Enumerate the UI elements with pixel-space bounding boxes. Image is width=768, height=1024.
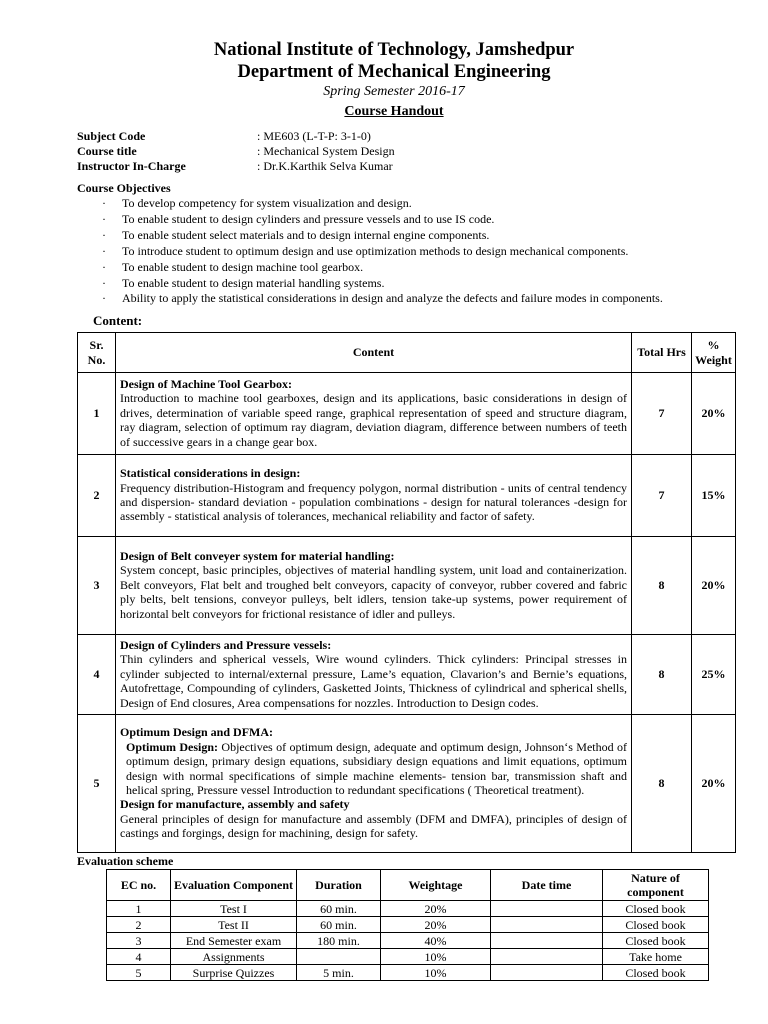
content-table	[77, 332, 736, 853]
objective-text: To enable student select materials and to design internal engine components.	[122, 227, 490, 242]
list-item	[96, 196, 663, 212]
unit-title: Design of Belt conveyer system for material handling:	[120, 548, 395, 563]
subsection-text: General principles of design for manufacture and assembly (DFM and DMFA), principles of design of castings and forgings, design for machining, design for safety.	[120, 811, 627, 841]
info-value: : ME603 (L-T-P: 3-1-0)	[257, 129, 371, 143]
bullet-icon: ·	[102, 291, 106, 306]
date-cell	[491, 901, 603, 917]
ec-cell: 5	[107, 965, 171, 981]
bullet-icon: ·	[102, 196, 106, 210]
header-weight: % Weight	[692, 333, 736, 373]
header-sr-no: Sr. No.	[78, 333, 116, 373]
duration-cell: 60 min.	[297, 917, 381, 933]
list-item	[96, 276, 663, 292]
objective-text: Ability to apply the statistical considerations in design and analyze the defects and failure modes in components.	[122, 291, 663, 306]
header-nature: Nature of component	[603, 870, 709, 901]
sr-no-cell: 2	[78, 455, 116, 537]
document-title: Course Handout	[344, 104, 444, 119]
table-row	[78, 635, 736, 715]
sr-no-cell: 4	[78, 635, 116, 715]
hrs-cell: 8	[632, 715, 692, 853]
table-header-row	[78, 333, 736, 373]
list-item	[96, 291, 663, 307]
ec-cell: 2	[107, 917, 171, 933]
info-label: Course title	[77, 144, 137, 158]
nature-cell: Take home	[603, 949, 709, 965]
content-heading: Content:	[93, 313, 143, 328]
component-cell: Test II	[171, 917, 297, 933]
bullet-icon: ·	[102, 275, 106, 290]
nature-cell: Closed book	[603, 933, 709, 949]
bullet-icon: ·	[102, 259, 106, 274]
table-header-row	[107, 870, 709, 901]
weight-cell: 25%	[692, 635, 736, 715]
table-row	[107, 917, 709, 933]
duration-cell	[297, 949, 381, 965]
list-item	[96, 212, 663, 228]
unit-title: Design of Cylinders and Pressure vessels:	[120, 637, 332, 652]
weight-cell: 20%	[692, 715, 736, 853]
subsection-title: Optimum Design:	[126, 739, 219, 754]
list-item	[96, 244, 663, 260]
unit-description: System concept, basic principles, objectives of material handling system, unit load and containerization. Belt conveyors, Flat belt and troughed belt conveyors, capacity of conveyor, rubber covered and fabric ply belts, belt tensions, conveyor pulleys, belt idlers, tension take-up systems, power requirement of horizontal belt conveyors for frictional resistance of idler and pulleys.	[120, 563, 627, 621]
list-item	[96, 260, 663, 276]
subsection-text: Objectives of optimum design, adequate and optimum design, Johnson‘s Method of optimum design, primary design equations, subsidiary design equations and limit equations, optimum design with normal specifications of simple machine elements- tension bar, transmission shaft and helical spring, Pressure vessel Introduction to redundant specifications ( Theoretical treatment).	[126, 739, 627, 797]
component-cell: Surprise Quizzes	[171, 965, 297, 981]
sr-no-cell: 1	[78, 373, 116, 455]
table-row	[78, 537, 736, 635]
nature-cell: Closed book	[603, 901, 709, 917]
table-row	[78, 373, 736, 455]
component-cell: Assignments	[171, 949, 297, 965]
header-ec-no: EC no.	[107, 870, 171, 901]
hrs-cell: 7	[632, 373, 692, 455]
unit-description: Thin cylinders and spherical vessels, Wire wound cylinders. Thick cylinders: Principal stresses in cylinder subjected to internal/external pressure, Lame’s equation, Clavarion’s and Bernie’s equations, Autofrettage, Compounding of cylinders, Gasketted Joints, Thickness of cylindrical and spherical shells, Design of End closures, Area compensations for nozzles. Introduction to Design codes.	[120, 652, 627, 710]
nature-cell: Closed book	[603, 917, 709, 933]
hrs-cell: 8	[632, 635, 692, 715]
table-row	[78, 715, 736, 853]
unit-title: Statistical considerations in design:	[120, 466, 301, 481]
weightage-cell: 20%	[381, 917, 491, 933]
ec-cell: 4	[107, 949, 171, 965]
unit-description: Introduction to machine tool gearboxes, design and its applications, basic considerations in design of drives, determination of variable speed range, graphical representation of speed and structure diagram, ray diagram, selection of optimum ray diagram, deviation diagram, difference between numbers of teeth of successive gears in a change gear box.	[120, 391, 627, 449]
weightage-cell: 10%	[381, 965, 491, 981]
weightage-cell: 20%	[381, 901, 491, 917]
weightage-cell: 40%	[381, 933, 491, 949]
hrs-cell: 7	[632, 455, 692, 537]
evaluation-table	[106, 869, 709, 981]
duration-cell: 5 min.	[297, 965, 381, 981]
unit-title: Optimum Design and DFMA:	[120, 725, 274, 740]
content-cell	[116, 715, 632, 853]
header-evaluation-component: Evaluation Component	[171, 870, 297, 901]
objectives-heading: Course Objectives	[77, 181, 171, 195]
table-row	[107, 933, 709, 949]
objective-text: To enable student to design cylinders and pressure vessels and to use IS code.	[122, 211, 495, 226]
component-cell: End Semester exam	[171, 933, 297, 949]
ec-cell: 1	[107, 901, 171, 917]
table-row	[78, 455, 736, 537]
unit-description	[120, 740, 627, 798]
objective-text: To enable student to design machine tool gearbox.	[122, 259, 364, 274]
content-cell	[116, 635, 632, 715]
weight-cell: 20%	[692, 373, 736, 455]
semester-label: Spring Semester 2016-17	[323, 84, 465, 99]
header-date-time: Date time	[491, 870, 603, 901]
header-weightage: Weightage	[381, 870, 491, 901]
info-value: : Dr.K.Karthik Selva Kumar	[257, 159, 393, 173]
ec-cell: 3	[107, 933, 171, 949]
content-cell	[116, 455, 632, 537]
bullet-icon: ·	[102, 243, 106, 258]
date-cell	[491, 917, 603, 933]
header-content: Content	[116, 333, 632, 373]
duration-cell: 180 min.	[297, 933, 381, 949]
content-cell	[116, 537, 632, 635]
table-row	[107, 949, 709, 965]
list-item	[96, 228, 663, 244]
unit-description: Frequency distribution-Histogram and frequency polygon, normal distribution - units of central tendency and dispersion- standard deviation - population combinations - design for natural tolerances -design for assembly - statistical analysis of tolerances, mechanical reliability and factor of safety.	[120, 480, 627, 524]
content-cell	[116, 373, 632, 455]
duration-cell: 60 min.	[297, 901, 381, 917]
component-cell: Test I	[171, 901, 297, 917]
objective-text: To enable student to design material handling systems.	[122, 275, 385, 290]
bullet-icon: ·	[102, 227, 106, 242]
table-row	[107, 901, 709, 917]
table-row	[107, 965, 709, 981]
sr-no-cell: 3	[78, 537, 116, 635]
date-cell	[491, 965, 603, 981]
info-label: Instructor In-Charge	[77, 159, 186, 173]
weightage-cell: 10%	[381, 949, 491, 965]
objective-text: To develop competency for system visualization and design.	[122, 196, 412, 210]
date-cell	[491, 933, 603, 949]
subsection-title: Design for manufacture, assembly and safety	[120, 797, 350, 812]
hrs-cell: 8	[632, 537, 692, 635]
header-duration: Duration	[297, 870, 381, 901]
unit-title: Design of Machine Tool Gearbox:	[120, 376, 293, 391]
objectives-list	[96, 196, 663, 307]
institute-title: National Institute of Technology, Jamshedpur	[213, 40, 575, 60]
weight-cell: 15%	[692, 455, 736, 537]
objective-text: To introduce student to optimum design and use optimization methods to design mechanical components.	[122, 243, 629, 258]
info-value: : Mechanical System Design	[257, 144, 395, 158]
sr-no-cell: 5	[78, 715, 116, 853]
info-label: Subject Code	[77, 129, 146, 143]
evaluation-heading: Evaluation scheme	[77, 854, 174, 868]
bullet-icon: ·	[102, 211, 106, 226]
header-total-hrs: Total Hrs	[632, 333, 692, 373]
department-title: Department of Mechanical Engineering	[237, 62, 551, 82]
nature-cell: Closed book	[603, 965, 709, 981]
weight-cell: 20%	[692, 537, 736, 635]
date-cell	[491, 949, 603, 965]
